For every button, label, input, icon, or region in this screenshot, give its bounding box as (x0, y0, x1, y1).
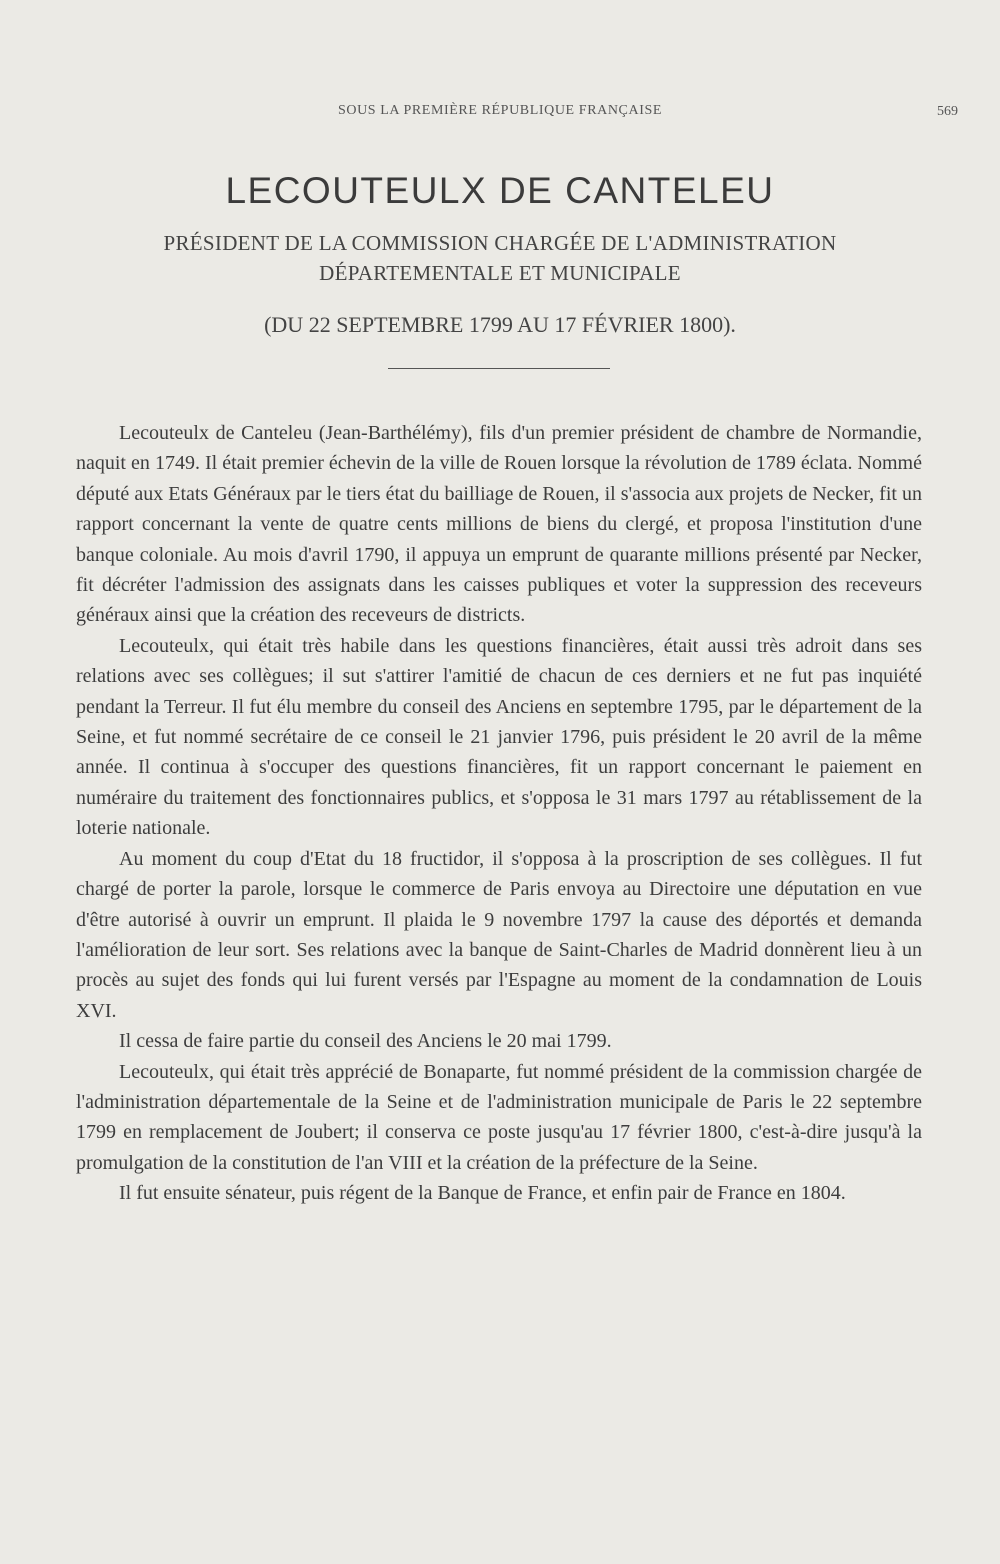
subtitle-line-1: PRÉSIDENT DE LA COMMISSION CHARGÉE DE L'ADMINISTRATION (163, 231, 837, 255)
section-divider (388, 368, 610, 369)
paragraph-3: Au moment du coup d'Etat du 18 fructidor, il s'opposa à la proscription de ses collègues. Il fut chargé de porter la parole, lorsque le commerce de Paris envoya au Directoire une députation en vue d'être autorisé à ouvrir un emprunt. Il plaida le 9 novembre 1797 la cause des déportés et demanda l'amélioration de leur sort. Ses relations avec la banque de Saint-Charles de Madrid donnèrent lieu à un procès au sujet des fonds qui lui furent versés par l'Espagne au moment de la condamnation de Louis XVI. (76, 847, 922, 1022)
paragraph-1: Lecouteulx de Canteleu (Jean-Barthélémy), fils d'un premier président de chambre de Normandie, naquit en 1749. Il était premier échevin de la ville de Rouen lorsque la révolution de 1789 éclata. Nommé député aux Etats Généraux par le tiers état du bailliage de Rouen, il s'associa aux projets de Necker, fit un rapport concernant la vente de quatre cents millions de biens du clergé, et proposa l'institution d'une banque coloniale. Au mois d'avril 1790, il appuya un emprunt de quarante millions présenté par Necker, fit décréter l'admission des assignats dans les caisses publiques et voter la suppression des receveurs généraux ainsi que la création des receveurs de districts. (76, 422, 922, 627)
term-dates: (DU 22 SEPTEMBRE 1799 AU 17 FÉVRIER 1800). (264, 312, 736, 337)
article-subtitle (0, 228, 1000, 288)
paragraph-2: Lecouteulx, qui était très habile dans les questions financières, était aussi très adroit dans ses relations avec ses collègues; il sut s'attirer l'amitié de chacun de ces derniers et ne fut pas inquiété pendant la Terreur. Il fut élu membre du conseil des Anciens en septembre 1795, par le département de la Seine, et fut nommé secrétaire de ce conseil le 21 janvier 1796, puis président le 20 avril de la même année. Il continua à s'occuper des questions financières, fit un rapport concernant le paiement en numéraire du traitement des fonctionnaires publics, et s'opposa le 31 mars 1797 au rétablissement de la loterie nationale. (76, 634, 922, 840)
paragraph-4: Il cessa de faire partie du conseil des Anciens le 20 mai 1799. (119, 1030, 612, 1053)
subtitle-line-2: DÉPARTEMENTALE ET MUNICIPALE (319, 261, 681, 285)
running-head: SOUS LA PREMIÈRE RÉPUBLIQUE FRANÇAISE (337, 103, 662, 118)
article-body (76, 418, 922, 1209)
article-title: LECOUTEULX DE CANTELEU (225, 170, 775, 211)
page-number: 569 (937, 104, 958, 119)
paragraph-5: Lecouteulx, qui était très apprécié de Bonaparte, fut nommé président de la commission chargée de l'administration départementale de la Seine et de l'administration municipale de Paris le 22 septembre 1799 en remplacement de Joubert; il conserva ce poste jusqu'au 17 février 1800, c'est-à-dire jusqu'à la promulgation de la constitution de l'an VIII et la création de la préfecture de la Seine. (76, 1060, 922, 1174)
paragraph-6: Il fut ensuite sénateur, puis régent de la Banque de France, et enfin pair de France en 1804. (119, 1182, 846, 1205)
